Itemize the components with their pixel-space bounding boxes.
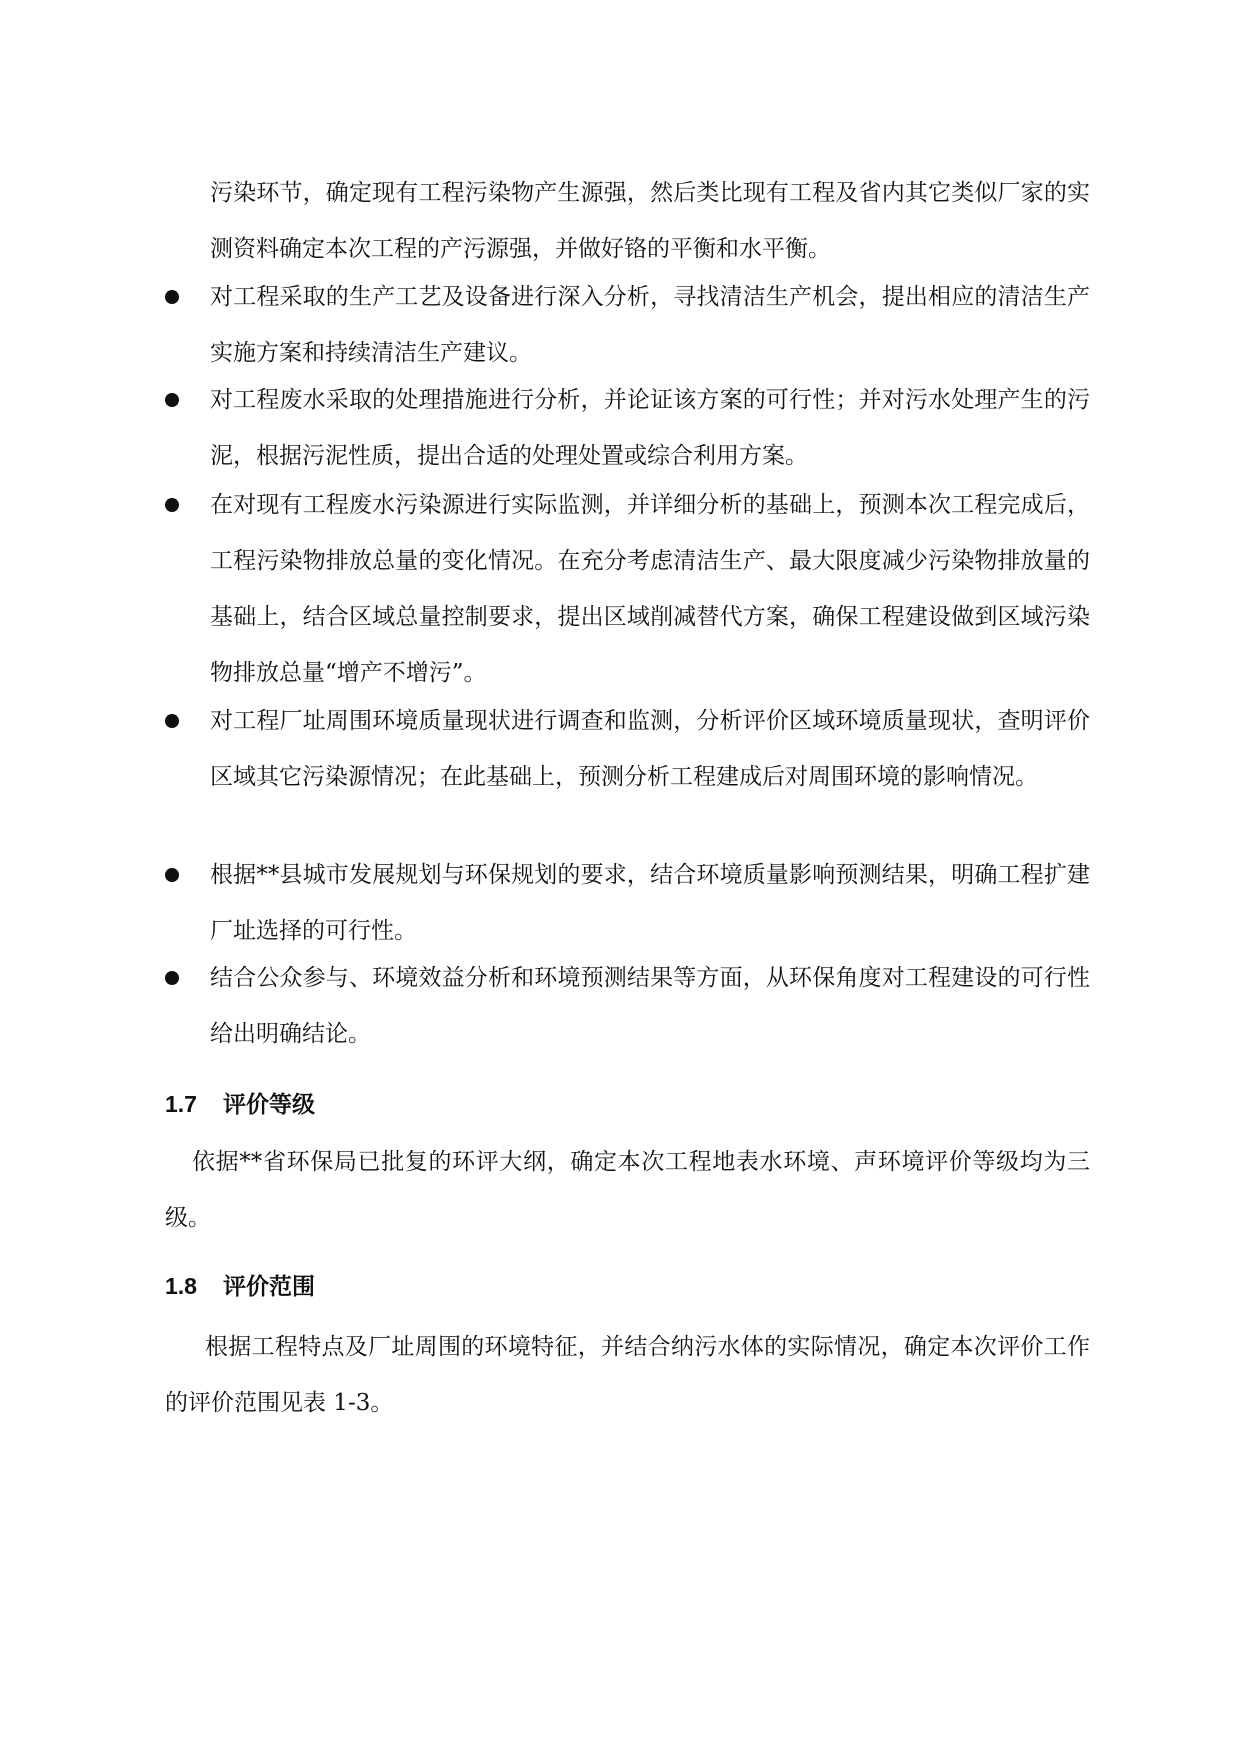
bullet-item-4 xyxy=(165,693,1090,805)
bullet-text: 在对现有工程废水污染源进行实际监测，并详细分析的基础上，预测本次工程完成后，工程污染物排放总量的变化情况。在充分考虑清洁生产、最大限度减少污染物排放量的基础上，结合区域总量控制要求，提出区域削减替代方案，确保工程建设做到区域污染物排放总量“增产不增污”。 xyxy=(210,492,1090,686)
bullet-text: 对工程采取的生产工艺及设备进行深入分析，寻找清洁生产机会，提出相应的清洁生产实施方案和持续清洁生产建议。 xyxy=(210,284,1090,366)
continued-paragraph: 污染环节，确定现有工程污染物产生源强，然后类比现有工程及省内其它类似厂家的实测资料确定本次工程的产污源强，并做好铬的平衡和水平衡。 xyxy=(210,180,1090,262)
section-title: 评价范围 xyxy=(223,1273,315,1299)
bullet-item-2 xyxy=(165,372,1090,484)
bullet-dot-icon xyxy=(165,393,179,407)
bullet-item-1 xyxy=(165,269,1090,381)
section-number: 1.8 xyxy=(165,1273,197,1299)
section-heading-1-7 xyxy=(165,1089,315,1119)
bullet-text: 对工程废水采取的处理措施进行分析，并论证该方案的可行性；并对污水处理产生的污泥，根据污泥性质，提出合适的处理处置或综合利用方案。 xyxy=(210,387,1090,469)
section-number: 1.7 xyxy=(165,1091,197,1117)
section-heading-1-8 xyxy=(165,1271,315,1301)
bullet-dot-icon xyxy=(165,971,179,985)
bullet-item-5 xyxy=(165,847,1090,959)
bullet-item-3 xyxy=(165,477,1090,701)
bullet-text: 根据**县城市发展规划与环保规划的要求，结合环境质量影响预测结果，明确工程扩建厂址选择的可行性。 xyxy=(210,862,1090,944)
bullet-text: 对工程厂址周围环境质量现状进行调查和监测，分析评价区域环境质量现状，查明评价区域其它污染源情况；在此基础上，预测分析工程建成后对周围环境的影响情况。 xyxy=(210,708,1090,790)
section-1-8-body: 根据工程特点及厂址周围的环境特征，并结合纳污水体的实际情况，确定本次评价工作的评价范围见表 1-3。 xyxy=(165,1334,1090,1416)
bullet-dot-icon xyxy=(165,498,179,512)
bullet-dot-icon xyxy=(165,868,179,882)
bullet-item-6 xyxy=(165,950,1090,1062)
bullet-dot-icon xyxy=(165,714,179,728)
bullet-text: 结合公众参与、环境效益分析和环境预测结果等方面，从环保角度对工程建设的可行性给出明确结论。 xyxy=(210,965,1090,1047)
section-title: 评价等级 xyxy=(223,1091,315,1117)
bullet-dot-icon xyxy=(165,290,179,304)
section-1-7-body: 依据**省环保局已批复的环评大纲，确定本次工程地表水环境、声环境评价等级均为三级。 xyxy=(165,1149,1090,1231)
